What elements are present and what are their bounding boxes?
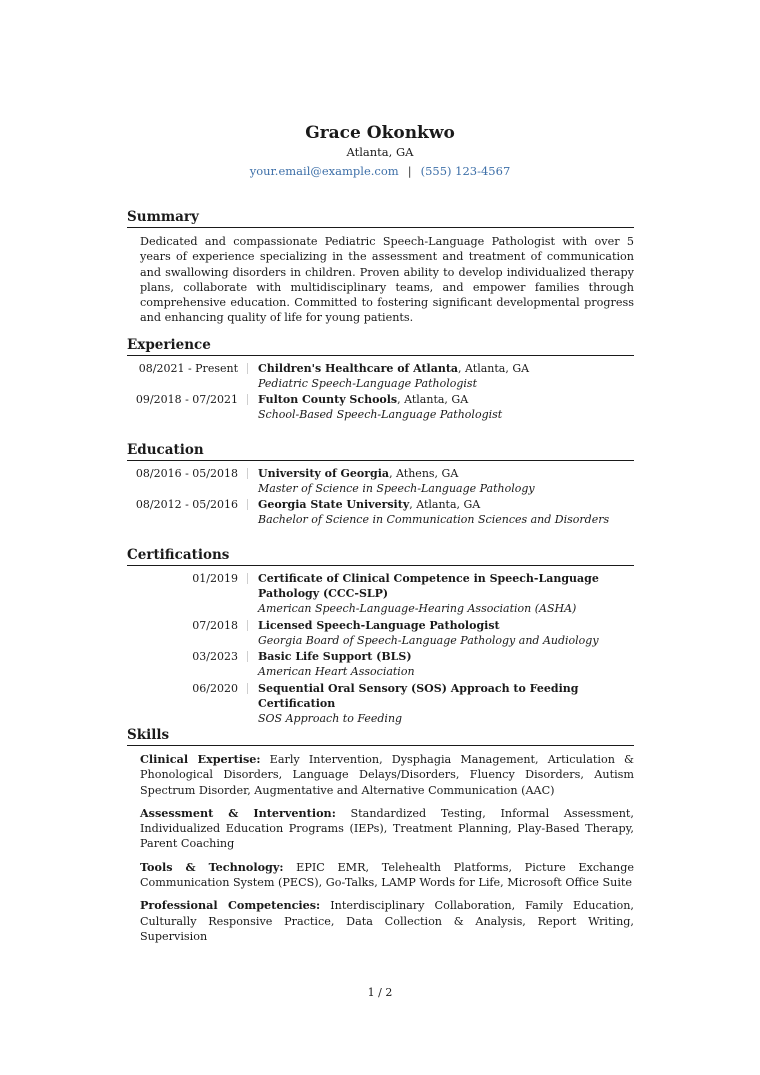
candidate-name: Grace Okonkwo xyxy=(305,123,455,143)
entry-role: Pediatric Speech-Language Pathologist xyxy=(258,377,477,390)
cert-name: Certificate of Clinical Competence in Speech-Language Pathology (CCC-SLP) xyxy=(258,572,599,600)
education-heading: Education xyxy=(127,441,634,461)
entry-organization: University of Georgia xyxy=(258,467,390,480)
skill-label: Professional Competencies: xyxy=(140,898,321,913)
experience-entry xyxy=(127,392,634,423)
summary-section xyxy=(127,208,634,326)
cert-date: 07/2018 xyxy=(192,618,238,632)
entry-date: 08/2021 - Present xyxy=(138,362,238,375)
skill-label: Clinical Expertise: xyxy=(140,752,261,766)
entry-organization: Fulton County Schools xyxy=(258,392,398,406)
cert-name: Licensed Speech-Language Pathologist xyxy=(258,618,500,632)
email-link[interactable]: your.email@example.com xyxy=(249,164,399,178)
skill-group xyxy=(140,752,634,798)
phone-link[interactable]: (555) 123-4567 xyxy=(420,164,511,178)
entry-divider xyxy=(247,683,248,694)
skill-list: Standardized Testing, Informal Assessment, Individualized Education Programs (IEPs), Treatment Planning, Play-Based Therapy, Parent Coaching xyxy=(140,806,634,851)
experience-heading: Experience xyxy=(127,336,634,356)
skills-section xyxy=(127,726,634,952)
candidate-location: Atlanta, GA xyxy=(346,145,414,159)
cert-date: 01/2019 xyxy=(192,572,238,585)
summary-heading: Summary xyxy=(127,208,634,228)
entry-body xyxy=(258,361,634,391)
entry-date: 08/2012 - 05/2016 xyxy=(135,497,238,511)
contact-separator: | xyxy=(407,164,412,178)
entry-place: , Atlanta, GA xyxy=(409,497,481,511)
certifications-section xyxy=(127,546,634,726)
entry-divider xyxy=(247,499,248,510)
cert-body xyxy=(258,571,634,616)
entry-divider xyxy=(247,620,248,631)
cert-body xyxy=(258,618,634,648)
education-entry xyxy=(127,466,634,497)
skill-list: Interdisciplinary Collaboration, Family Education, Culturally Responsive Practice, Data Collection & Analysis, Report Writing, Supervision xyxy=(140,899,634,943)
entry-date: 09/2018 - 07/2021 xyxy=(135,392,238,406)
skill-label: Assessment & Intervention: xyxy=(140,805,336,820)
entry-date: 08/2016 - 05/2018 xyxy=(135,467,238,480)
page-number: 1 / 2 xyxy=(367,986,393,999)
entry-body xyxy=(258,497,634,527)
certification-entry xyxy=(127,571,634,616)
cert-issuer: American Speech-Language-Hearing Association (ASHA) xyxy=(258,602,577,615)
skill-list: EPIC EMR, Telehealth Platforms, Picture Exchange Communication System (PECS), Go-Talks, LAMP Words for Life, Microsoft Office Suite xyxy=(140,860,634,890)
cert-issuer: Georgia Board of Speech-Language Pathology and Audiology xyxy=(258,633,599,647)
entry-place: , Atlanta, GA xyxy=(397,392,469,406)
skill-list: Early Intervention, Dysphagia Management, Articulation & Phonological Disorders, Language Delays/Disorders, Fluency Disorders, Autism Spectrum Disorder, Augmentative and Alternative Communication (AAC) xyxy=(140,753,634,797)
cert-body xyxy=(258,681,634,726)
cert-name: Basic Life Support (BLS) xyxy=(258,650,412,663)
entry-organization: Children's Healthcare of Atlanta xyxy=(258,362,459,375)
resume-header xyxy=(0,122,760,179)
entry-place: , Atlanta, GA xyxy=(458,362,530,375)
education-entry xyxy=(127,497,634,528)
entry-divider xyxy=(247,651,248,662)
certification-entry xyxy=(127,681,634,726)
skill-group xyxy=(140,898,634,944)
cert-body xyxy=(258,649,634,679)
experience-entry xyxy=(127,361,634,392)
contact-line xyxy=(0,163,760,179)
cert-name: Sequential Oral Sensory (SOS) Approach to Feeding Certification xyxy=(258,681,579,710)
entry-degree: Master of Science in Speech-Language Pathology xyxy=(258,482,535,495)
entry-divider xyxy=(247,468,248,479)
entry-divider xyxy=(247,363,248,374)
skill-group xyxy=(140,806,634,852)
skill-group xyxy=(140,860,634,891)
experience-section xyxy=(127,336,634,422)
education-section xyxy=(127,441,634,527)
summary-text: Dedicated and compassionate Pediatric Speech-Language Pathologist with over 5 years of experience specializing in the assessment and treatment of communication and swallowing disorders in children. Proven ability to develop individualized therapy plans, collaborate with multidisciplinary teams, and empower families through comprehensive education. Committed to fostering significant developmental progress and enhancing quality of life for young patients. xyxy=(140,235,634,325)
entry-place: , Athens, GA xyxy=(389,467,459,480)
cert-date: 03/2023 xyxy=(192,650,238,663)
entry-body xyxy=(258,392,634,422)
entry-degree: Bachelor of Science in Communication Sciences and Disorders xyxy=(258,512,610,526)
entry-divider xyxy=(247,573,248,584)
entry-body xyxy=(258,466,634,496)
cert-issuer: American Heart Association xyxy=(258,665,415,678)
entry-divider xyxy=(247,394,248,405)
skill-label: Tools & Technology: xyxy=(140,859,284,874)
cert-date: 06/2020 xyxy=(192,681,238,695)
skills-heading: Skills xyxy=(127,726,634,746)
entry-organization: Georgia State University xyxy=(258,497,410,511)
certification-entry xyxy=(127,618,634,648)
certification-entry xyxy=(127,649,634,679)
certifications-heading: Certifications xyxy=(127,546,634,566)
entry-role: School-Based Speech-Language Pathologist xyxy=(258,407,503,421)
cert-issuer: SOS Approach to Feeding xyxy=(258,711,403,725)
